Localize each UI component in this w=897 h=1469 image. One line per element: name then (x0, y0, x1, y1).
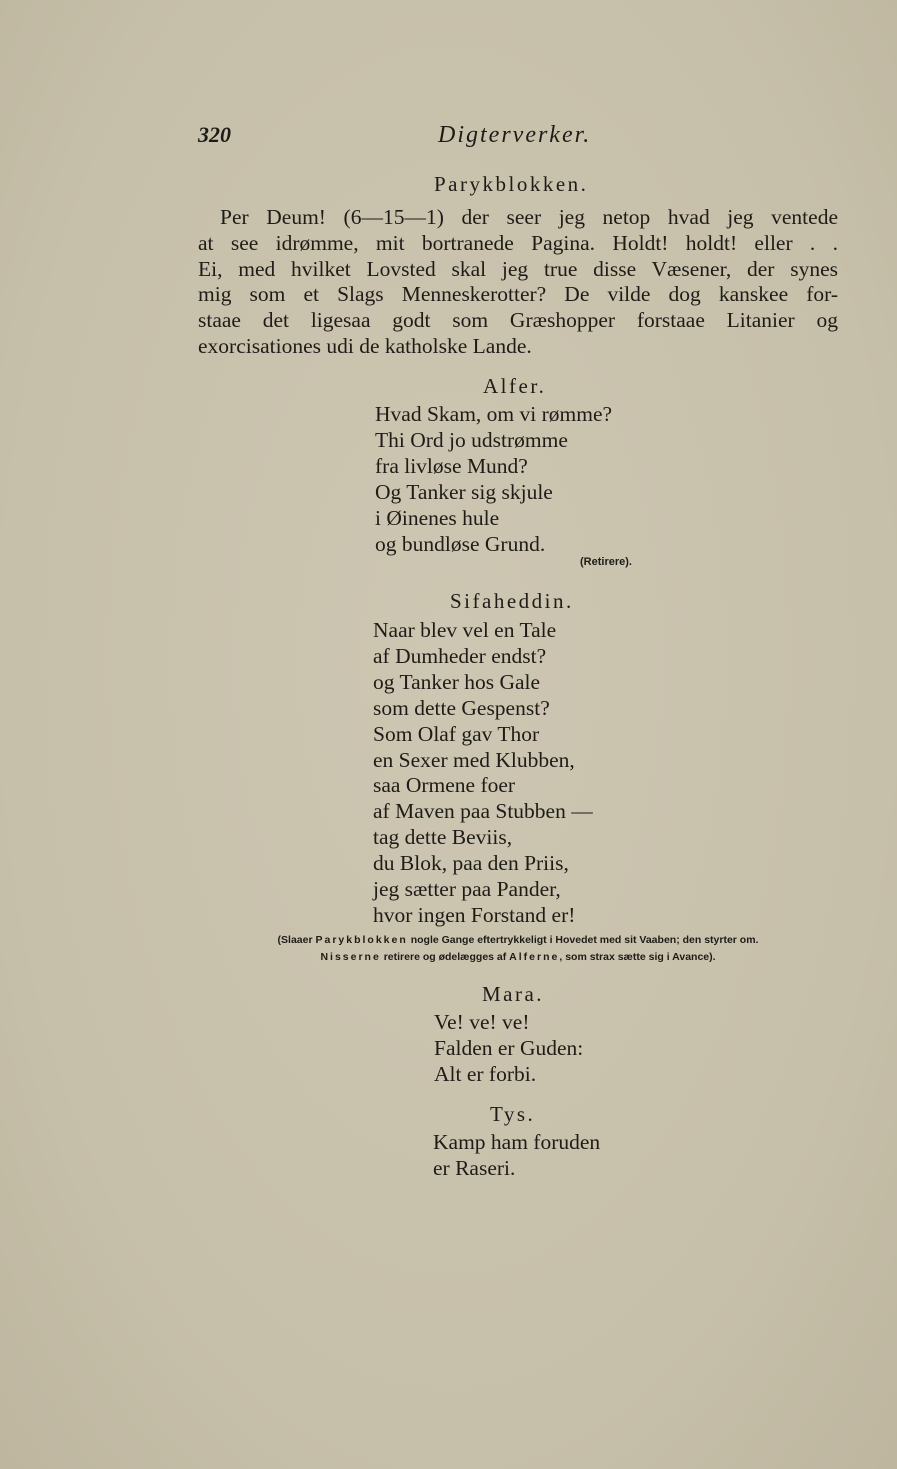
verse-line: i Øinenes hule (375, 505, 500, 530)
verse-line: Naar blev vel en Tale (373, 618, 557, 642)
stage-text: retirere og ødelægges af (380, 951, 510, 963)
verse-line: som dette Gespenst? (373, 695, 550, 720)
verse-line: du Blok, paa den Priis, (373, 851, 569, 876)
verse-line: og Tanker hos Gale (373, 669, 541, 694)
stage-direction-line-1 (198, 934, 838, 946)
stage-text: (Slaaer (277, 934, 316, 946)
verse-line: Thi Ord jo udstrømme (375, 427, 568, 452)
verse-tys (433, 1130, 600, 1182)
page-number: 320 (198, 122, 231, 147)
verse-line: Som Olaf gav Thor (373, 721, 540, 746)
verse-line: Ve! ve! ve! (434, 1010, 530, 1034)
verse-line: en Sexer med Klubben, (373, 747, 575, 772)
verse-line: tag dette Beviis, (373, 825, 513, 850)
prose-line: Ei, med hvilket Lovsted skal jeg true disse Væsener, der synes (198, 256, 838, 281)
speaker-parykblokken: Parykblokken. (434, 172, 589, 196)
verse-mara (434, 1010, 583, 1088)
prose-line: staae det ligesaa godt som Græshopper forstaae Litanier og (198, 308, 838, 333)
running-title: Digterverker. (438, 122, 592, 148)
stage-text: nogle Gange eftertrykkeligt i Hovedet med sit Vaaben; den styrter om. (407, 934, 759, 946)
stage-text: , som strax sætte sig i Avance). (559, 951, 716, 963)
prose-line: Per Deum! (6—15—1) der seer jeg netop hvad jeg ventede (220, 205, 838, 229)
stage-character-name: Nisserne (320, 951, 381, 963)
prose-line: mig som et Slags Menneskerotter? De vilde dog kanskee for- (198, 282, 838, 307)
speaker-mara: Mara. (482, 982, 545, 1006)
verse-line: Hvad Skam, om vi rømme? (375, 402, 613, 426)
verse-line: hvor ingen Forstand er! (373, 902, 576, 927)
stage-character-name: Parykblokken (315, 934, 408, 946)
speaker-sifaheddin: Sifaheddin. (450, 589, 574, 613)
verse-line: og bundløse Grund. (375, 531, 546, 556)
verse-sifaheddin (373, 618, 593, 929)
verse-line: fra livløse Mund? (375, 453, 528, 478)
verse-line: Kamp ham foruden (433, 1130, 601, 1154)
stage-direction-line-2 (198, 951, 838, 963)
speaker-tys: Tys. (490, 1102, 536, 1126)
page-header (198, 118, 838, 152)
verse-line: jeg sætter paa Pander, (373, 877, 561, 902)
speech-parykblokken (198, 205, 838, 360)
verse-line: er Raseri. (433, 1155, 516, 1180)
verse-line: saa Ormene foer (373, 773, 516, 798)
prose-line: at see idrømme, mit bortranede Pagina. Holdt! holdt! eller . . (198, 230, 838, 255)
prose-line: exorcisationes udi de katholske Lande. (198, 333, 532, 358)
stage-direction-retirere: (Retirere). (580, 556, 632, 568)
verse-line: Alt er forbi. (434, 1061, 537, 1086)
verse-line: Falden er Guden: (434, 1035, 584, 1060)
verse-alfer (375, 402, 612, 557)
verse-line: af Dumheder endst? (373, 643, 547, 668)
speaker-alfer: Alfer. (483, 374, 547, 398)
verse-line: Og Tanker sig skjule (375, 479, 553, 504)
verse-line: af Maven paa Stubben — (373, 799, 593, 824)
stage-character-name: Alferne (509, 951, 560, 963)
